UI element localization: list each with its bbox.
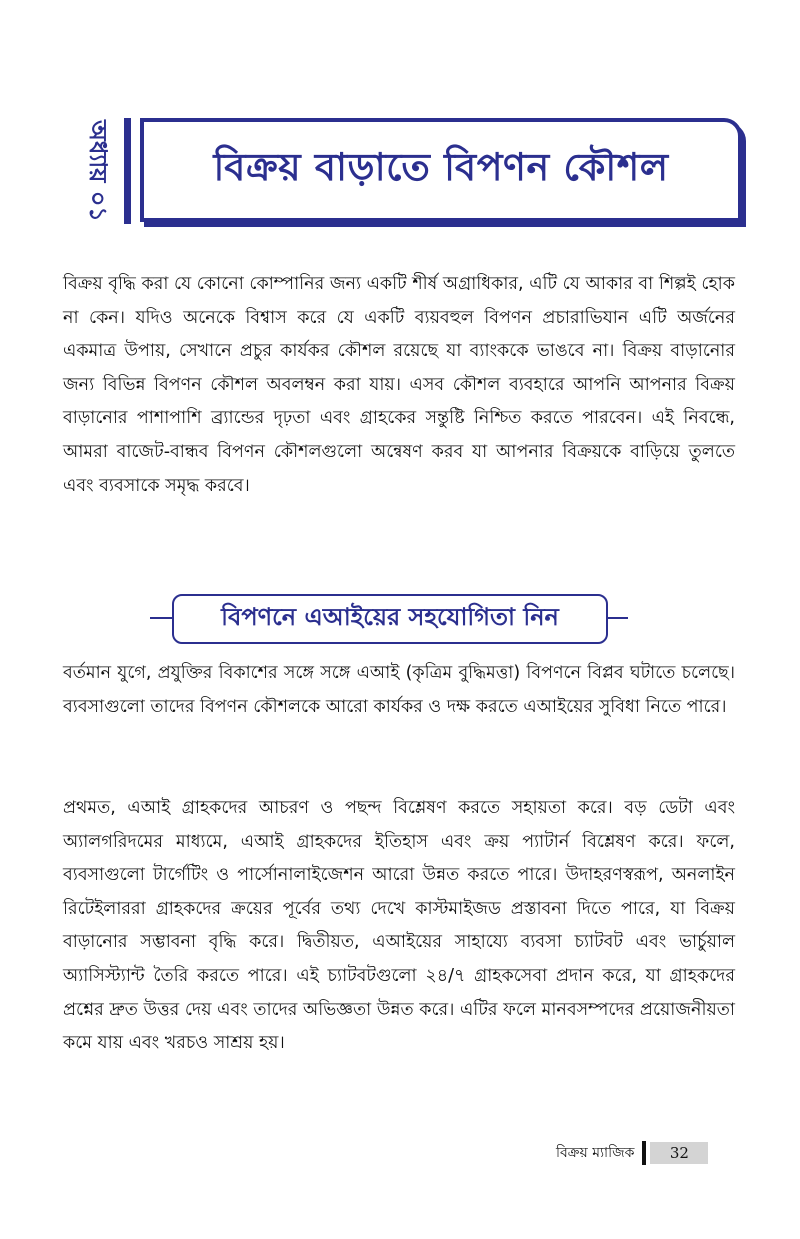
section-heading-box bbox=[172, 594, 608, 644]
section-rule-right bbox=[606, 617, 628, 619]
chapter-title-box bbox=[140, 118, 742, 222]
chapter-side-bar bbox=[66, 118, 126, 224]
footer-separator bbox=[642, 1141, 646, 1165]
intro-paragraph: বিক্রয় বৃদ্ধি করা যে কোনো কোম্পানির জন্য একটি শীর্ষ অগ্রাধিকার, এটি যে আকার বা শিল্পই হোক না কেন। যদিও অনেকে বিশ্বাস করে যে একটি ব্যয়বহুল বিপণন প্রচারাভিযান এটি অর্জনের একমাত্র উপায়, সেখানে প্রচুর কার্যকর কৌশল রয়েছে যা ব্যাংককে ভাঙবে না। বিক্রয় বাড়ানোর জন্য বিভিন্ন বিপণন কৌশল অবলম্বন করা যায়। এসব কৌশল ব্যবহারে আপনি আপনার বিক্রয় বাড়ানোর পাশাপাশি ব্র্যান্ডের দৃঢ়তা এবং গ্রাহকের সন্তুষ্টি নিশ্চিত করতে পারবেন। এই নিবন্ধে, আমরা বাজেট-বান্ধব বিপণন কৌশলগুলো অন্বেষণ করব যা আপনার বিক্রয়কে বাড়িয়ে তুলতে এবং ব্যবসাকে সমৃদ্ধ করবে। bbox=[63, 274, 735, 496]
section-heading: বিপণনে এআইয়ের সহযোগিতা নিন bbox=[221, 603, 559, 631]
ai-intro-paragraph: বর্তমান যুগে, প্রযুক্তির বিকাশের সঙ্গে সঙ্গে এআই (কৃত্রিম বুদ্ধিমত্তা) বিপণনে বিপ্লব ঘটাতে চলেছে। ব্যবসাগুলো তাদের বিপণন কৌশলকে আরো কার্যকর ও দক্ষ করতে এআইয়ের সুবিধা নিতে পারে। bbox=[63, 663, 735, 717]
page-footer bbox=[556, 1142, 708, 1164]
chapter-title: বিক্রয় বাড়াতে বিপণন কৌশল bbox=[213, 145, 669, 189]
ai-details-paragraph: প্রথমত, এআই গ্রাহকদের আচরণ ও পছন্দ বিশ্লেষণ করতে সহায়তা করে। বড় ডেটা এবং অ্যালগরিদমের মাধ্যমে, এআই গ্রাহকদের ইতিহাস এবং ক্রয় প্যাটার্ন বিশ্লেষণ করে। ফলে, ব্যবসাগুলো টার্গেটিং ও পার্সোনালাইজেশন আরো উন্নত করতে পারে। উদাহরণস্বরূপ, অনলাইন রিটেইলাররা গ্রাহকদের ক্রয়ের পূর্বের তথ্য দেখে কাস্টমাইজড প্রস্তাবনা দিতে পারে, যা বিক্রয় বাড়ানোর সম্ভাবনা বৃদ্ধি করে। দ্বিতীয়ত, এআইয়ের সাহায্যে ব্যবসা চ্যাটবট এবং ভার্চুয়াল অ্যাসিস্ট্যান্ট তৈরি করতে পারে। এই চ্যাটবটগুলো ২৪/৭ গ্রাহকসেবা প্রদান করে, যা গ্রাহকদের প্রশ্নের দ্রুত উত্তর দেয় এবং তাদের অভিজ্ঞতা উন্নত করে। এটির ফলে মানবসম্পদের প্রয়োজনীয়তা কমে যায় এবং খরচও সাশ্রয় হয়। bbox=[63, 798, 735, 1054]
page-number: 32 bbox=[650, 1142, 708, 1164]
chapter-divider bbox=[124, 118, 131, 224]
section-rule-left bbox=[150, 617, 172, 619]
chapter-header bbox=[66, 118, 742, 224]
footer-book-title: বিক্রয় ম্যাজিক bbox=[556, 1145, 635, 1161]
chapter-number-label: অধ্যায় ০১ bbox=[84, 120, 112, 222]
